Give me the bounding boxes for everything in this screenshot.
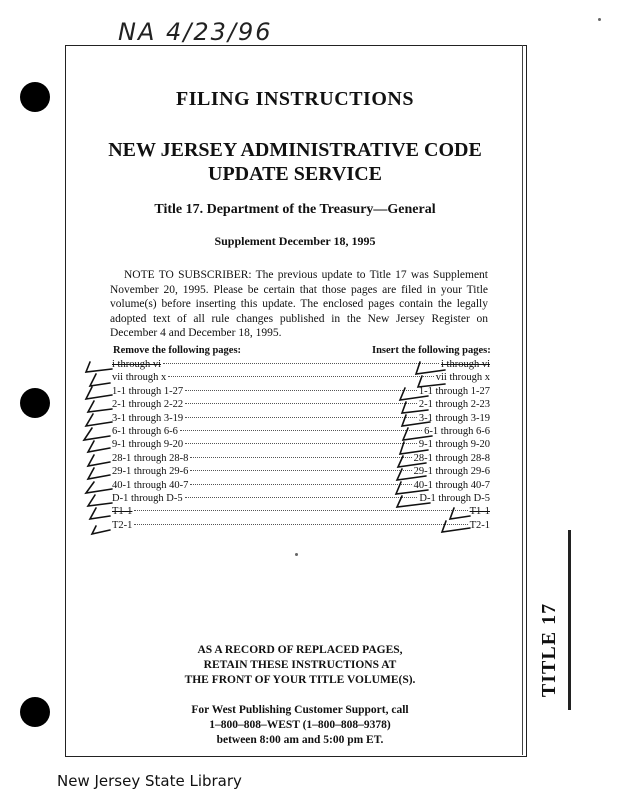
- record-line: AS A RECORD OF REPLACED PAGES,: [197, 644, 403, 656]
- insert-pages: 29-1 through 29-6: [413, 466, 490, 478]
- subtitle: [65, 138, 525, 186]
- remove-pages: T1-1: [112, 506, 133, 518]
- remove-pages: 1-1 through 1-27: [112, 385, 184, 397]
- record-instructions: [130, 643, 470, 688]
- remove-pages: 2-1 through 2-22: [112, 399, 184, 411]
- record-line: RETAIN THESE INSTRUCTIONS AT: [203, 659, 397, 671]
- leader-dots: [185, 443, 417, 444]
- scan-speck: [598, 18, 601, 21]
- insert-pages: 1-1 through 1-27: [418, 385, 490, 397]
- page-list-row: [112, 519, 490, 532]
- page-list: [112, 358, 490, 532]
- support-line: For West Publishing Customer Support, call: [191, 704, 409, 716]
- page-list-row: [112, 358, 490, 371]
- handwritten-date-note: NA 4/23/96: [118, 18, 273, 46]
- leader-dots: [190, 470, 411, 471]
- remove-pages: vii through x: [112, 372, 167, 384]
- insert-pages: vii through x: [435, 372, 490, 384]
- leader-dots: [185, 390, 417, 391]
- insert-pages: 9-1 through 9-20: [418, 439, 490, 451]
- record-line: THE FRONT OF YOUR TITLE VOLUME(S).: [184, 674, 416, 686]
- leader-dots: [190, 484, 411, 485]
- leader-dots: [180, 430, 422, 431]
- page-list-row: [112, 438, 490, 451]
- insert-pages: i through vi: [441, 359, 490, 370]
- note-to-subscriber: NOTE TO SUBSCRIBER: The previous update to Title 17 was Supplement November 20, 1995. Please be certain that those pages are filed in your Title volume(s) before inserting this update. The enclosed pages contain the legally adopted text of all rule changes published in the New Jersey Register on December 4 and December 18, 1995.: [110, 269, 488, 339]
- page-list-row: [112, 412, 490, 425]
- supplement-date: Supplement December 18, 1995: [214, 234, 376, 248]
- insert-column-header: Insert the following pages:: [372, 345, 491, 356]
- page-list-row: [112, 398, 490, 411]
- leader-dots: [163, 363, 439, 364]
- punch-hole-bottom: [20, 697, 50, 727]
- page-list-row: [112, 492, 490, 505]
- page-list-row: [112, 425, 490, 438]
- remove-pages: D-1 through D-5: [112, 492, 183, 504]
- insert-pages: D-1 through D-5: [419, 492, 490, 504]
- page-list-row: [112, 505, 490, 518]
- leader-dots: [190, 457, 411, 458]
- title-tab: [527, 590, 571, 710]
- page-title: FILING INSTRUCTIONS: [176, 88, 414, 110]
- insert-pages: 3-1 through 3-19: [418, 412, 490, 424]
- punch-hole-middle: [20, 388, 50, 418]
- insert-pages: T1-1: [469, 506, 490, 518]
- remove-pages: 28-1 through 28-8: [112, 452, 189, 464]
- insert-pages: 2-1 through 2-23: [418, 399, 490, 411]
- insert-pages: T2-1: [469, 519, 490, 531]
- leader-dots: [185, 403, 417, 404]
- leader-dots: [185, 497, 418, 498]
- insert-pages: 6-1 through 6-6: [424, 425, 490, 437]
- page-list-row: [112, 479, 490, 492]
- leader-dots: [185, 417, 417, 418]
- leader-dots: [134, 524, 467, 525]
- remove-pages: 3-1 through 3-19: [112, 412, 184, 424]
- library-stamp: New Jersey State Library: [57, 772, 242, 790]
- punch-hole-top: [20, 82, 50, 112]
- page-list-row: [112, 452, 490, 465]
- remove-pages: 9-1 through 9-20: [112, 439, 184, 451]
- support-phone: 1–800–808–WEST (1–800–808–9378): [209, 719, 391, 731]
- leader-dots: [134, 510, 467, 511]
- insert-pages: 40-1 through 40-7: [413, 479, 490, 491]
- support-hours: between 8:00 am and 5:00 pm ET.: [216, 734, 384, 746]
- remove-pages: T2-1: [112, 519, 133, 531]
- subtitle-line-2: UPDATE SERVICE: [208, 163, 382, 185]
- remove-pages: 40-1 through 40-7: [112, 479, 189, 491]
- page-list-row: [112, 385, 490, 398]
- title-tab-label: TITLE 17: [537, 602, 560, 698]
- page-list-row: [112, 465, 490, 478]
- page-list-row: [112, 371, 490, 384]
- remove-column-header: Remove the following pages:: [113, 345, 242, 356]
- remove-pages: 29-1 through 29-6: [112, 466, 189, 478]
- insert-pages: 28-1 through 28-8: [413, 452, 490, 464]
- remove-pages: i through vi: [112, 359, 161, 370]
- subtitle-line-1: NEW JERSEY ADMINISTRATIVE CODE: [108, 139, 482, 161]
- leader-dots: [168, 376, 434, 377]
- department-heading: Title 17. Department of the Treasury—General: [154, 202, 436, 217]
- remove-pages: 6-1 through 6-6: [112, 425, 178, 437]
- customer-support-info: [130, 703, 470, 748]
